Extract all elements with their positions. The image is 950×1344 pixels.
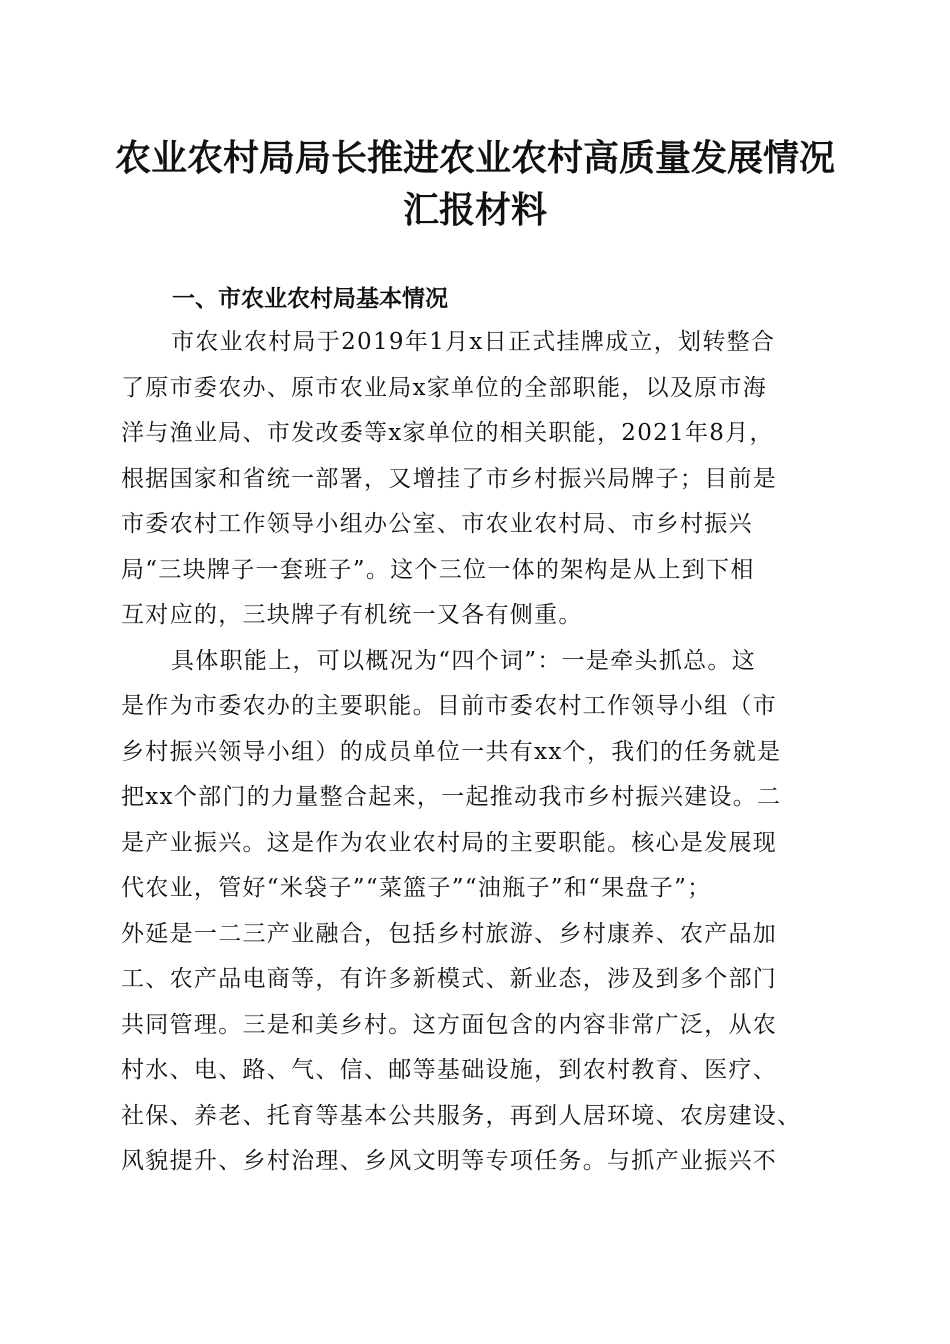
paragraph-2-line: 村水、电、路、气、信、邮等基础设施，到农村教育、医疗、 (121, 1057, 778, 1083)
paragraph-2-line: 把xx个部门的力量整合起来，一起推动我市乡村振兴建设。二 (121, 784, 782, 810)
paragraph-2-line: 是作为市委农办的主要职能。目前市委农村工作领导小组（市 (121, 693, 778, 719)
title-line-2: 汇报材料 (402, 189, 547, 231)
paragraph-2-line: 是产业振兴。这是作为农业农村局的主要职能。核心是发展现 (121, 829, 778, 856)
paragraph-2-line: 具体职能上，可以概况为“四个词”：一是牵头抓总。这 (171, 647, 757, 674)
paragraph-1-line: 根据国家和省统一部署，又增挂了市乡村振兴局牌子；目前是 (121, 465, 778, 492)
paragraph-2-line: 工、农产品电商等，有许多新模式、新业态，涉及到多个部门 (121, 966, 778, 992)
paragraph-2-line: 代农业，管好“米袋子”“菜篮子”“油瓶子”和“果盘子”； (121, 875, 712, 901)
document-title (100, 132, 850, 236)
paragraph-2-line: 外延是一二三产业融合，包括乡村旅游、乡村康养、农产品加 (121, 920, 778, 947)
paragraph-1-line: 洋与渔业局、市发改委等x家单位的相关职能，2021年8月， (121, 420, 774, 446)
paragraph-1-line: 市农业农村局于2019年1月x日正式挂牌成立，划转整合 (171, 329, 776, 355)
paragraph-2-line: 风貌提升、乡村治理、乡风文明等专项任务。与抓产业振兴不 (121, 1148, 778, 1174)
paragraph-1-line: 市委农村工作领导小组办公室、市农业农村局、市乡村振兴 (121, 511, 753, 537)
paragraph-1-line: 了原市委农办、原市农业局x家单位的全部职能，以及原市海 (121, 374, 768, 401)
paragraph-1-line: 互对应的，三块牌子有机统一又各有侧重。 (121, 602, 583, 628)
paragraph-2-line: 乡村振兴领导小组）的成员单位一共有xx个，我们的任务就是 (121, 738, 782, 765)
paragraph-2-line: 社保、养老、托育等基本公共服务，再到人居环境、农房建设、 (121, 1102, 802, 1129)
paragraph-2-line: 共同管理。三是和美乡村。这方面包含的内容非常广泛，从农 (121, 1011, 778, 1038)
document-body (121, 320, 831, 1185)
title-line-1: 农业农村局局长推进农业农村高质量发展情况 (114, 137, 835, 179)
paragraph-1-line: 局“三块牌子一套班子”。这个三位一体的架构是从上到下相 (121, 556, 755, 583)
section-heading: 一、市农业农村局基本情况 (172, 286, 448, 312)
